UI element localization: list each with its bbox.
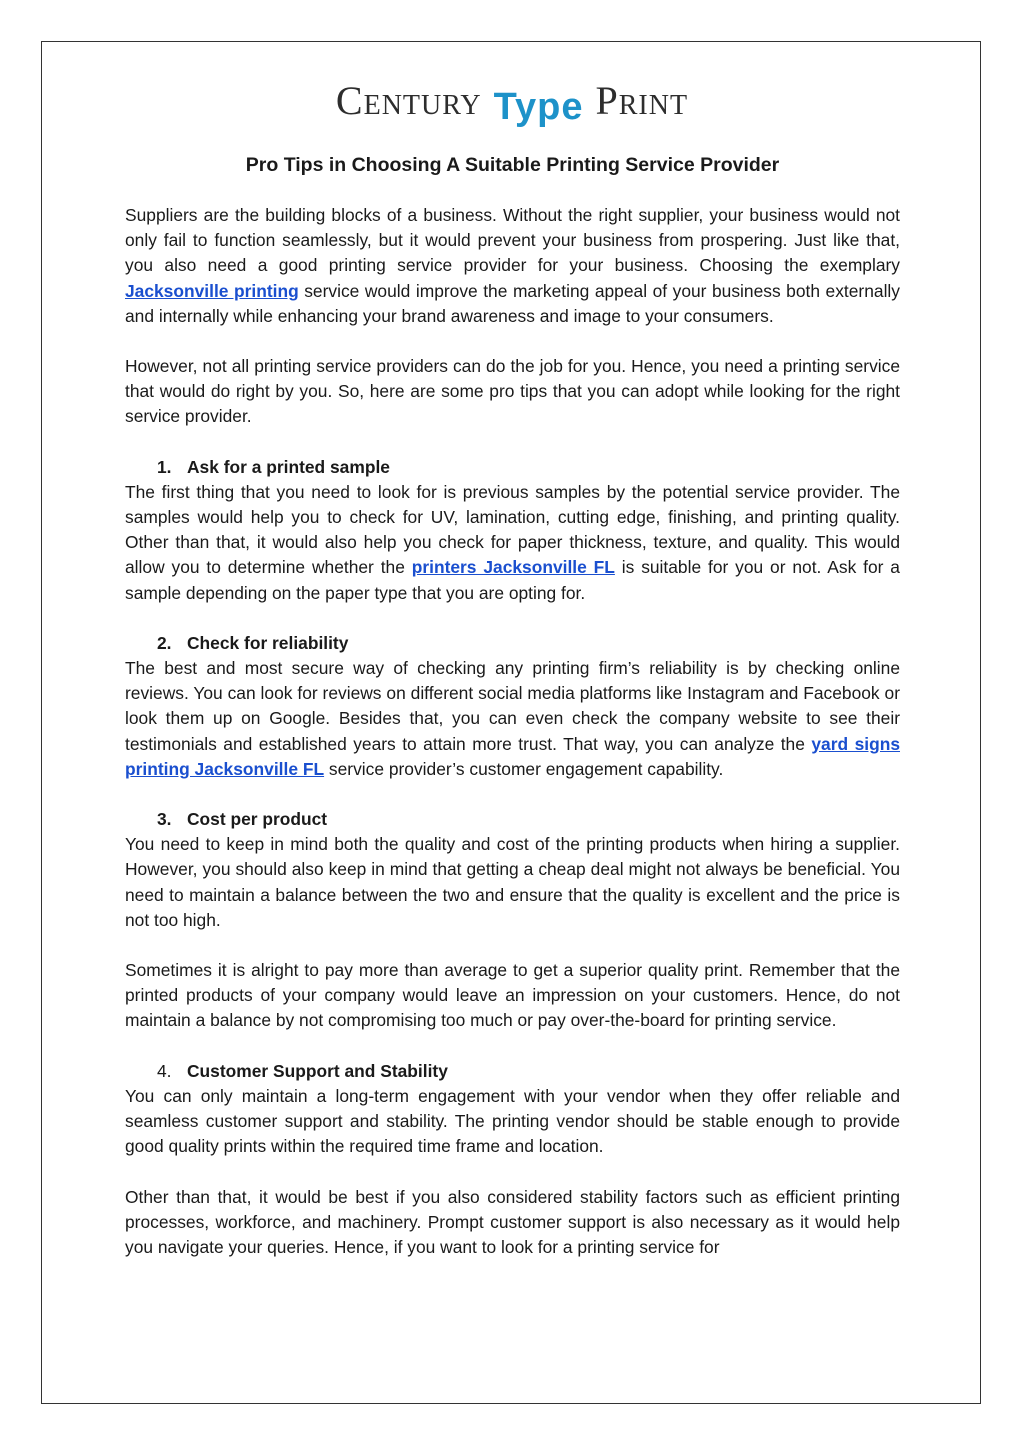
section-2-text-a: The best and most secure way of checking any printing firm’s reliability is by checking online reviews. You can look for reviews on different social media platforms like Instagram and Facebook or look them up on Google. Besides that, you can even check the company website to see their testimonials and established years to attain more trust. That way, you can analyze the <box>125 658 900 754</box>
section-4-paragraph-2: Other than that, it would be best if you also considered stability factors such as efficient printing processes, workforce, and machinery. Prompt customer support is also necessary as it would help you navigate your queries. Hence, if you want to look for a printing service for <box>125 1186 900 1257</box>
section-3-paragraph-1: You need to keep in mind both the quality and cost of the printing products when hiring a supplier. However, you should also keep in mind that getting a cheap deal might not always be beneficial. You need to maintain a balance between the two and ensure that the quality is excellent and the price is not too high. <box>125 834 900 930</box>
jacksonville-printing-link[interactable]: Jacksonville printing <box>125 280 299 301</box>
section-1-title: Ask for a printed sample <box>187 456 390 477</box>
intro-paragraph-2: However, not all printing service providers can do the job for you. Hence, you need a printing service that would do right by you. So, here are some pro tips that you can adopt while looking for the right service provider. <box>125 356 900 427</box>
section-2-number: 2. <box>157 632 172 653</box>
logo-word-print: Print <box>595 78 689 123</box>
printers-jacksonville-fl-link[interactable]: printers Jacksonville FL <box>411 557 615 578</box>
section-1-paragraph <box>125 480 900 606</box>
document-page <box>41 41 981 1404</box>
section-1-heading <box>125 455 900 480</box>
section-1-number: 1. <box>157 456 172 477</box>
logo-word-century: Century <box>335 78 482 123</box>
logo-word-type: Type <box>493 86 584 128</box>
section-3-title: Cost per product <box>187 809 328 830</box>
yard-signs-printing-link[interactable]: yard signs printing Jacksonville FL <box>125 733 900 779</box>
article-title: Pro Tips in Choosing A Suitable Printing Service Provider <box>245 154 780 176</box>
section-4-paragraph-1: You can only maintain a long-term engagement with your vendor when they offer reliable and seamless customer support and stability. The printing vendor should be stable enough to provide good quality prints within the required time frame and location. <box>125 1085 900 1157</box>
section-2-heading <box>125 631 900 656</box>
section-4-number: 4. <box>157 1060 172 1081</box>
section-2-text-b: service provider’s customer engagement capability. <box>324 758 724 779</box>
section-4-heading <box>125 1059 900 1084</box>
section-2-title: Check for reliability <box>187 632 349 653</box>
intro-text-a: Suppliers are the building blocks of a business. Without the right supplier, your business would not only fail to function seamlessly, but it would prevent your business from prospering. Just like that, you also need a good printing service provider for your business. Choosing the exemplary <box>125 205 900 276</box>
century-type-print-logo <box>42 78 982 138</box>
section-4-title: Customer Support and Stability <box>187 1060 448 1081</box>
section-1-text-a: The first thing that you need to look for is previous samples by the potential service provider. The samples would help you to check for UV, lamination, cutting edge, finishing, and printing quality. Other than that, it would also help you check for paper thickness, texture, and quality. This would allow you to determine whether the <box>125 481 900 578</box>
section-3-paragraph-2: Sometimes it is alright to pay more than average to get a superior quality print. Remember that the printed products of your company would leave an impression on your customers. Hence, do not maintain a balance by not compromising too much or pay over-the-board for printing service. <box>125 960 900 1031</box>
section-3-heading <box>125 807 900 832</box>
intro-paragraph-1 <box>125 203 900 329</box>
intro-text-b: service would improve the marketing appeal of your business both externally and internally while enhancing your brand awareness and image to your consumers. <box>125 280 900 326</box>
section-2-paragraph <box>125 656 900 782</box>
section-3-number: 3. <box>157 809 172 830</box>
article-body <box>125 150 900 1260</box>
section-1-text-b: is suitable for you or not. Ask for a sample depending on the paper type that you are opting for. <box>125 557 900 603</box>
